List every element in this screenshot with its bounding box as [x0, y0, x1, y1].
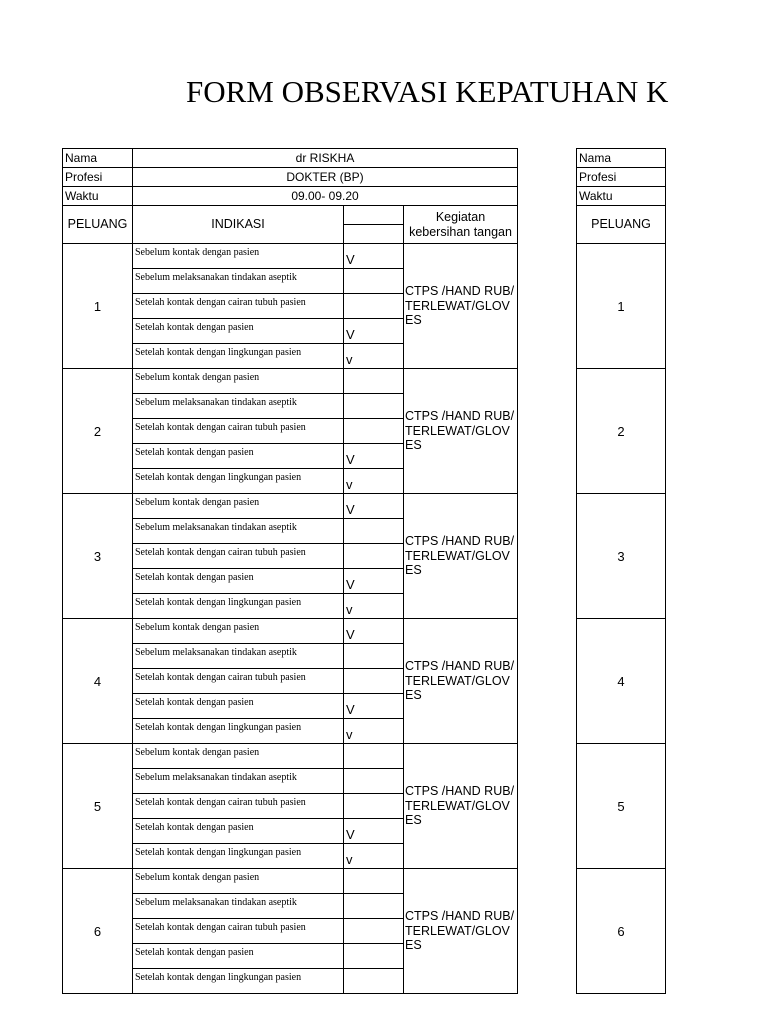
indication-label: Sebelum melaksanakan tindakan aseptik	[133, 644, 344, 669]
indication-label: Setelah kontak dengan lingkungan pasien	[133, 344, 344, 369]
indication-label: Setelah kontak dengan lingkungan pasien	[133, 469, 344, 494]
indication-label: Sebelum kontak dengan pasien	[133, 244, 344, 269]
indication-label: Setelah kontak dengan lingkungan pasien	[133, 594, 344, 619]
indication-check[interactable]	[344, 519, 404, 544]
kegiatan-cell[interactable]	[404, 494, 518, 619]
indication-row	[63, 494, 518, 519]
peluang-number: 5	[63, 744, 133, 869]
side-peluang-row	[577, 619, 666, 744]
indication-label: Setelah kontak dengan lingkungan pasien	[133, 969, 344, 994]
indication-check[interactable]	[344, 944, 404, 969]
indication-check[interactable]: v	[344, 344, 404, 369]
nama-label: Nama	[63, 149, 133, 168]
indication-check[interactable]	[344, 869, 404, 894]
indication-label: Setelah kontak dengan pasien	[133, 819, 344, 844]
indication-label: Sebelum melaksanakan tindakan aseptik	[133, 394, 344, 419]
side-peluang-header: PELUANG	[577, 206, 666, 244]
side-peluang-row	[577, 244, 666, 369]
peluang-number: 6	[63, 869, 133, 994]
indication-check[interactable]	[344, 769, 404, 794]
indication-label: Sebelum melaksanakan tindakan aseptik	[133, 769, 344, 794]
indication-label: Setelah kontak dengan cairan tubuh pasien	[133, 794, 344, 819]
indication-label: Sebelum melaksanakan tindakan aseptik	[133, 269, 344, 294]
kegiatan-value: CTPS /HAND RUB/TERLEWAT/GLOVES	[405, 284, 515, 328]
indication-check[interactable]: v	[344, 594, 404, 619]
indication-label: Sebelum kontak dengan pasien	[133, 369, 344, 394]
kegiatan-cell[interactable]	[404, 619, 518, 744]
indication-label: Setelah kontak dengan pasien	[133, 944, 344, 969]
blank-header-top	[344, 206, 404, 225]
indication-check[interactable]: V	[344, 494, 404, 519]
kegiatan-value: CTPS /HAND RUB/TERLEWAT/GLOVES	[405, 409, 515, 453]
kegiatan-value: CTPS /HAND RUB/TERLEWAT/GLOVES	[405, 909, 515, 953]
indication-check[interactable]	[344, 669, 404, 694]
indication-check[interactable]	[344, 369, 404, 394]
indication-check[interactable]	[344, 969, 404, 994]
kegiatan-value: CTPS /HAND RUB/TERLEWAT/GLOVES	[405, 659, 515, 703]
indication-check[interactable]: v	[344, 844, 404, 869]
side-peluang-number: 3	[577, 494, 666, 619]
indication-label: Setelah kontak dengan pasien	[133, 569, 344, 594]
indication-check[interactable]: V	[344, 319, 404, 344]
indication-label: Sebelum kontak dengan pasien	[133, 869, 344, 894]
kegiatan-value: CTPS /HAND RUB/TERLEWAT/GLOVES	[405, 784, 515, 828]
indication-check[interactable]	[344, 419, 404, 444]
indication-label: Setelah kontak dengan cairan tubuh pasien	[133, 669, 344, 694]
kegiatan-cell[interactable]	[404, 869, 518, 994]
indication-check[interactable]	[344, 394, 404, 419]
indication-check[interactable]: v	[344, 469, 404, 494]
waktu-label: Waktu	[63, 187, 133, 206]
profesi-label: Profesi	[63, 168, 133, 187]
indication-label: Setelah kontak dengan lingkungan pasien	[133, 844, 344, 869]
nama-value[interactable]: dr RISKHA	[133, 149, 518, 168]
indikasi-header: INDIKASI	[133, 206, 344, 244]
kegiatan-header: Kegiatan kebersihan tangan	[404, 206, 518, 244]
indication-label: Setelah kontak dengan cairan tubuh pasien	[133, 294, 344, 319]
side-peluang-number: 4	[577, 619, 666, 744]
side-peluang-number: 5	[577, 744, 666, 869]
kegiatan-cell[interactable]	[404, 244, 518, 369]
indication-label: Setelah kontak dengan pasien	[133, 319, 344, 344]
side-waktu-label: Waktu	[577, 187, 666, 206]
indication-check[interactable]	[344, 919, 404, 944]
side-peluang-number: 6	[577, 869, 666, 994]
indication-label: Setelah kontak dengan lingkungan pasien	[133, 719, 344, 744]
indication-check[interactable]: V	[344, 694, 404, 719]
indication-check[interactable]: v	[344, 719, 404, 744]
side-peluang-row	[577, 869, 666, 994]
indication-label: Setelah kontak dengan cairan tubuh pasien	[133, 419, 344, 444]
indication-check[interactable]	[344, 644, 404, 669]
indication-check[interactable]: V	[344, 569, 404, 594]
indication-row	[63, 244, 518, 269]
side-peluang-row	[577, 494, 666, 619]
indication-check[interactable]	[344, 294, 404, 319]
profesi-value[interactable]: DOKTER (BP)	[133, 168, 518, 187]
observation-table	[62, 148, 518, 994]
peluang-number: 4	[63, 619, 133, 744]
kegiatan-cell[interactable]	[404, 369, 518, 494]
side-peluang-row	[577, 369, 666, 494]
indication-check[interactable]	[344, 544, 404, 569]
peluang-number: 3	[63, 494, 133, 619]
peluang-number: 2	[63, 369, 133, 494]
indication-check[interactable]: V	[344, 619, 404, 644]
indication-check[interactable]	[344, 744, 404, 769]
side-nama-label: Nama	[577, 149, 666, 168]
indication-check[interactable]	[344, 894, 404, 919]
indication-row	[63, 869, 518, 894]
indication-label: Sebelum melaksanakan tindakan aseptik	[133, 894, 344, 919]
indication-check[interactable]	[344, 794, 404, 819]
side-peluang-number: 1	[577, 244, 666, 369]
indication-row	[63, 619, 518, 644]
indication-label: Setelah kontak dengan pasien	[133, 694, 344, 719]
indication-check[interactable]: V	[344, 444, 404, 469]
indication-label: Sebelum kontak dengan pasien	[133, 619, 344, 644]
side-peluang-number: 2	[577, 369, 666, 494]
peluang-header: PELUANG	[63, 206, 133, 244]
kegiatan-value: CTPS /HAND RUB/TERLEWAT/GLOVES	[405, 534, 515, 578]
side-peluang-row	[577, 744, 666, 869]
waktu-value[interactable]: 09.00- 09.20	[133, 187, 518, 206]
indication-label: Setelah kontak dengan pasien	[133, 444, 344, 469]
indication-row	[63, 369, 518, 394]
indication-label: Setelah kontak dengan cairan tubuh pasien	[133, 544, 344, 569]
side-profesi-label: Profesi	[577, 168, 666, 187]
indication-label: Setelah kontak dengan cairan tubuh pasien	[133, 919, 344, 944]
indication-check[interactable]: V	[344, 244, 404, 269]
form-title: FORM OBSERVASI KEPATUHAN K	[186, 74, 669, 109]
indication-check[interactable]	[344, 269, 404, 294]
indication-check[interactable]: V	[344, 819, 404, 844]
kegiatan-cell[interactable]	[404, 744, 518, 869]
blank-header-bottom	[344, 225, 404, 244]
indication-label: Sebelum kontak dengan pasien	[133, 494, 344, 519]
indication-row	[63, 744, 518, 769]
peluang-number: 1	[63, 244, 133, 369]
indication-label: Sebelum kontak dengan pasien	[133, 744, 344, 769]
side-observation-table	[576, 148, 666, 994]
indication-label: Sebelum melaksanakan tindakan aseptik	[133, 519, 344, 544]
